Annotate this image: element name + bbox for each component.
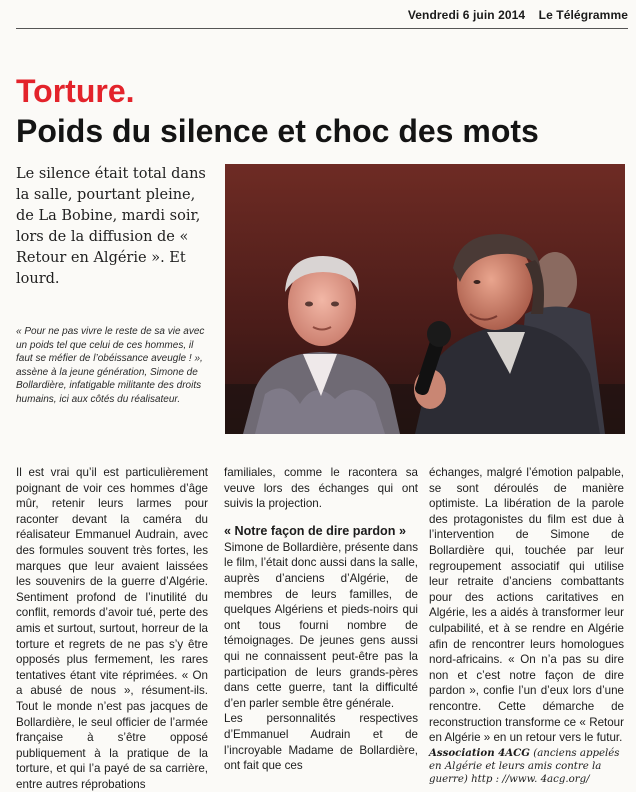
masthead-rule bbox=[16, 28, 628, 29]
column-2-paragraph-2: Les personnalités respectives d’Emmanuel Audrain et de l’incroyable Madame de Bollardière, ont fait que ces bbox=[224, 712, 418, 773]
photo-caption: « Pour ne pas vivre le reste de sa vie avec un poids tel que celui de ces hommes, il faut se méfier de l’obéissance aveugle ! », assène à la jeune génération, Simone de Bollardière, infatigable militante des droits humains, ici aux côtés du réalisateur. bbox=[16, 326, 205, 405]
article-signature bbox=[429, 747, 624, 786]
association-name: Association 4ACG bbox=[429, 746, 530, 759]
column-2-intro: familiales, comme le racontera sa veuve lors des échanges qui ont suivis la projection. bbox=[224, 466, 418, 511]
column-2-paragraph-1: Simone de Bollardière, présente dans le film, l’était donc aussi dans la salle, auprès d’anciens d’Algérie, de membres de leurs familles, de quelques Algériens et pieds-noirs qui ont tous fourni nombre de témoignages. De jeunes gens aussi qui ne connaissent peut-être pas la participation de leurs grands-pères dans cette guerre, tant la difficulté d’en parler semble être générale. bbox=[224, 540, 418, 710]
column-3-text: échanges, malgré l’émotion palpable, se sont déroulés de manière optimiste. La libération de la parole des protagonistes du film est due à l’intervention de Simone de Bollardière qui, touchée par leur regroupement associatif qui utilise leur retraite d’anciens combattants pour des actions caritatives en Algérie, les a aidés à transformer leur culpabilité, et à se rendre en Algérie afin de rencontrer leurs homologues nord-africains. « On n’a pas su dire non et c’est notre façon de dire pardon », confie l’un d’eux lors d’une rencontre. Cette démarche de reconstruction transforme ce « Retour en Algérie » en un retour vers le futur. bbox=[429, 466, 624, 745]
association-url[interactable]: http : //www. 4acg.org/ bbox=[471, 773, 590, 785]
article-subhead: « Notre façon de dire pardon » bbox=[224, 523, 406, 538]
association-description: (anciens appelés en Algérie et leurs amis contre la guerre) bbox=[429, 747, 620, 785]
masthead bbox=[408, 8, 628, 22]
newspaper-name: Le Télégramme bbox=[538, 8, 628, 22]
article-kicker: Torture. bbox=[16, 73, 135, 109]
article-lead: Le silence était total dans la salle, pourtant pleine, de La Bobine, mardi soir, lors de la diffusion de « Retour en Algérie ». Et lourd. bbox=[16, 166, 206, 287]
body-column-1: Il est vrai qu’il est particulièrement poignant de voir ces hommes d’âge mûr, retenir leurs larmes pour raconter devant la caméra du réalisateur Emmanuel Audrain, avec des formules souvent très fortes, les marques que leur avaient laissées les souvenirs de la guerre d’Algérie. Sentiment profond de l’inutilité du conflit, remords d’avoir tué, perte des amis et surtout, surtout, horreur de la torture et regrets de ne pas s’y être opposés plus fermement, les rares tentatives étant vite réprimées. « On a abusé de nous », résument-ils. Tout le monde n’est pas jacques de Bollardière, le seul officier de l’armée française à s’être opposé publiquement à la pratique de la torture, et qui l’a payé de sa carrière, entre autres réprobations bbox=[16, 466, 208, 791]
article-photo bbox=[225, 164, 625, 434]
issue-date: Vendredi 6 juin 2014 bbox=[407, 8, 526, 22]
body-column-3 bbox=[429, 465, 624, 786]
body-column-2 bbox=[224, 465, 418, 774]
article-headline: Poids du silence et choc des mots bbox=[16, 113, 539, 149]
